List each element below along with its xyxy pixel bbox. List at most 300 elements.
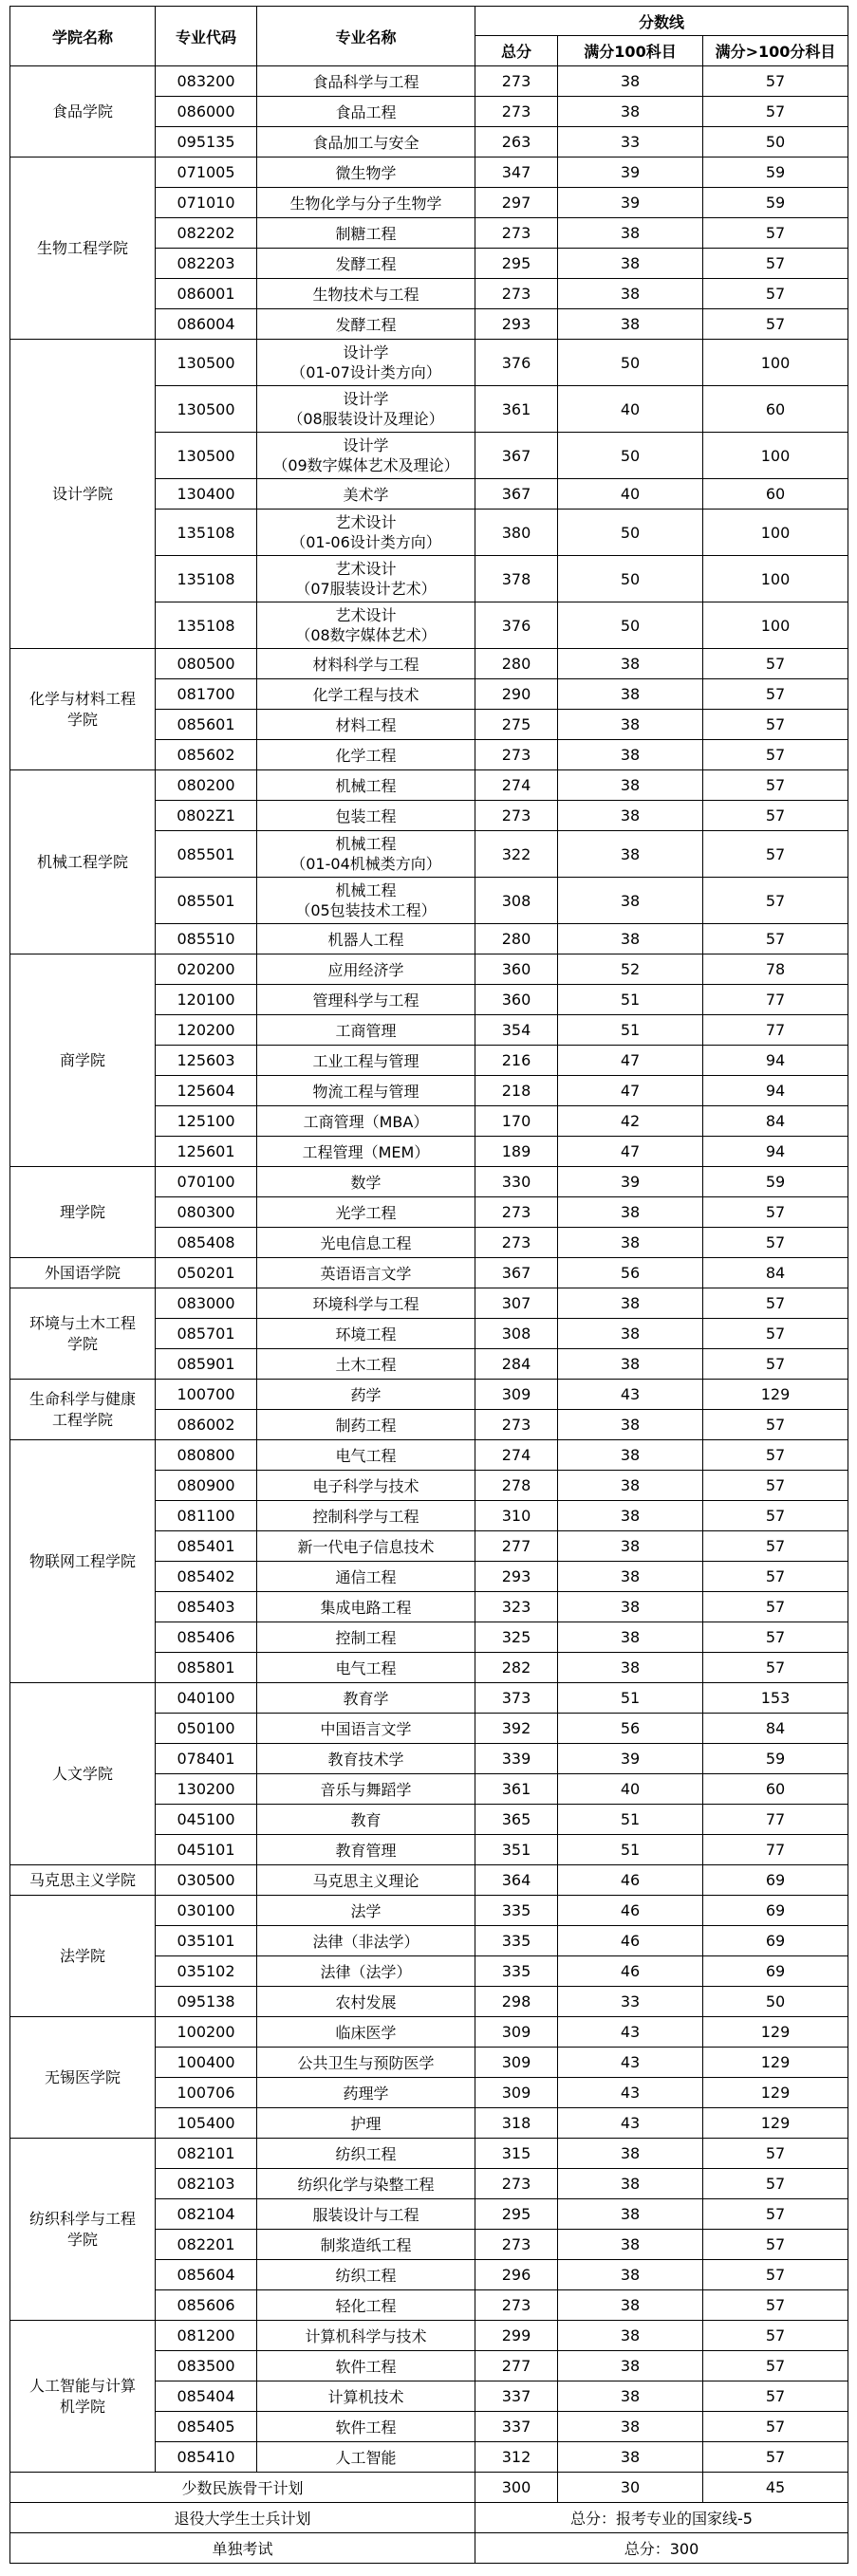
total-score-cell: 295 [475, 2199, 558, 2230]
over-100-score-cell: 84 [703, 1106, 848, 1137]
veteran-plan-note: 总分：报考专业的国家线-5 [475, 2503, 848, 2533]
over-100-score-cell: 100 [703, 510, 848, 556]
major-name-cell: 农村发展 [257, 1987, 475, 2017]
major-name-cell: 发酵工程 [257, 249, 475, 279]
over-100-score-cell: 57 [703, 1622, 848, 1653]
full-100-score-cell: 38 [558, 2412, 703, 2442]
full-100-score-cell: 38 [558, 2260, 703, 2290]
major-name-cell: 集成电路工程 [257, 1592, 475, 1622]
full-100-score-cell: 38 [558, 740, 703, 770]
total-score-cell: 309 [475, 2048, 558, 2078]
over-100-score-cell: 57 [703, 710, 848, 740]
major-code-cell: 120100 [156, 985, 257, 1015]
college-name-cell: 外国语学院 [10, 1258, 156, 1288]
full-100-score-cell: 38 [558, 97, 703, 127]
over-100-score-cell: 78 [703, 954, 848, 985]
minority-plan-over-100: 45 [703, 2473, 848, 2503]
over-100-score-cell: 57 [703, 878, 848, 924]
major-code-cell: 130500 [156, 340, 257, 386]
major-name-cell: 服装设计与工程 [257, 2199, 475, 2230]
total-score-cell: 367 [475, 479, 558, 510]
major-code-cell: 080300 [156, 1197, 257, 1228]
full-100-score-cell: 47 [558, 1046, 703, 1076]
over-100-score-cell: 57 [703, 1228, 848, 1258]
total-score-cell: 273 [475, 2230, 558, 2260]
total-score-cell: 274 [475, 770, 558, 801]
full-100-score-cell: 38 [558, 2230, 703, 2260]
full-100-score-cell: 38 [558, 2321, 703, 2351]
veteran-plan-label: 退役大学生士兵计划 [10, 2503, 475, 2533]
major-code-cell: 045101 [156, 1835, 257, 1865]
table-row [10, 954, 848, 985]
full-100-score-cell: 56 [558, 1258, 703, 1288]
major-code-cell: 085901 [156, 1349, 257, 1380]
major-code-cell: 135108 [156, 510, 257, 556]
full-100-score-cell: 38 [558, 679, 703, 710]
full-100-score-cell: 50 [558, 602, 703, 649]
full-100-score-cell: 38 [558, 770, 703, 801]
total-score-cell: 309 [475, 2078, 558, 2108]
over-100-score-cell: 129 [703, 2048, 848, 2078]
over-100-score-cell: 57 [703, 2321, 848, 2351]
total-score-cell: 367 [475, 1258, 558, 1288]
major-name-cell: 教育管理 [257, 1835, 475, 1865]
total-score-cell: 273 [475, 2290, 558, 2321]
major-name-cell: 法律（非法学） [257, 1926, 475, 1956]
total-score-cell: 282 [475, 1653, 558, 1683]
major-code-cell: 100700 [156, 1380, 257, 1410]
total-score-cell: 263 [475, 127, 558, 158]
major-code-cell: 085601 [156, 710, 257, 740]
major-name-cell: 中国语言文学 [257, 1714, 475, 1744]
major-name-cell: 美术学 [257, 479, 475, 510]
college-name-cell: 理学院 [10, 1167, 156, 1258]
table-row [10, 2017, 848, 2048]
major-name-cell: 制糖工程 [257, 218, 475, 249]
major-code-cell: 081200 [156, 2321, 257, 2351]
total-score-cell: 275 [475, 710, 558, 740]
major-name-cell: 机器人工程 [257, 924, 475, 954]
full-100-score-cell: 43 [558, 2108, 703, 2139]
major-name-cell: 材料科学与工程 [257, 649, 475, 679]
major-code-cell: 050100 [156, 1714, 257, 1744]
over-100-score-cell: 84 [703, 1258, 848, 1288]
total-score-cell: 318 [475, 2108, 558, 2139]
over-100-score-cell: 57 [703, 1410, 848, 1440]
over-100-score-cell: 77 [703, 1835, 848, 1865]
minority-plan-label: 少数民族骨干计划 [10, 2473, 475, 2503]
full-100-score-cell: 39 [558, 188, 703, 218]
full-100-score-cell: 51 [558, 985, 703, 1015]
major-code-cell: 085501 [156, 878, 257, 924]
over-100-score-cell: 57 [703, 279, 848, 309]
major-code-cell: 083500 [156, 2351, 257, 2381]
total-score-cell: 170 [475, 1106, 558, 1137]
college-name-cell: 机械工程学院 [10, 770, 156, 954]
major-code-cell: 130500 [156, 433, 257, 479]
total-score-cell: 273 [475, 97, 558, 127]
total-score-cell: 277 [475, 1531, 558, 1562]
major-code-cell: 045100 [156, 1805, 257, 1835]
college-name-cell: 设计学院 [10, 340, 156, 649]
major-code-cell: 085401 [156, 1531, 257, 1562]
total-score-cell: 373 [475, 1683, 558, 1714]
full-100-score-cell: 38 [558, 1349, 703, 1380]
full-100-score-cell: 38 [558, 1197, 703, 1228]
major-name-cell: 马克思主义理论 [257, 1865, 475, 1896]
table-row [10, 1288, 848, 1319]
over-100-score-cell: 57 [703, 1592, 848, 1622]
major-name-cell: 环境科学与工程 [257, 1288, 475, 1319]
major-name-cell: 微生物学 [257, 158, 475, 188]
over-100-score-cell: 57 [703, 740, 848, 770]
full-100-score-cell: 38 [558, 2169, 703, 2199]
table-row [10, 158, 848, 188]
total-score-cell: 335 [475, 1896, 558, 1926]
major-name-cell: 光学工程 [257, 1197, 475, 1228]
over-100-score-cell: 57 [703, 2260, 848, 2290]
total-score-cell: 273 [475, 279, 558, 309]
major-name-cell: 护理 [257, 2108, 475, 2139]
over-100-score-cell: 57 [703, 2442, 848, 2473]
total-score-cell: 273 [475, 1410, 558, 1440]
major-name-cell: 艺术设计 （01-06设计类方向） [257, 510, 475, 556]
major-name-cell: 公共卫生与预防医学 [257, 2048, 475, 2078]
total-score-cell: 367 [475, 433, 558, 479]
major-code-cell: 125604 [156, 1076, 257, 1106]
major-name-cell: 工商管理 [257, 1015, 475, 1046]
over-100-score-cell: 129 [703, 2078, 848, 2108]
over-100-score-cell: 57 [703, 649, 848, 679]
major-name-cell: 药理学 [257, 2078, 475, 2108]
full-100-score-cell: 46 [558, 1956, 703, 1987]
college-name-cell: 环境与土木工程 学院 [10, 1288, 156, 1380]
header-college: 学院名称 [10, 7, 156, 66]
header-major-name: 专业名称 [257, 7, 475, 66]
total-score-cell: 290 [475, 679, 558, 710]
full-100-score-cell: 38 [558, 66, 703, 97]
major-code-cell: 085402 [156, 1562, 257, 1592]
full-100-score-cell: 38 [558, 878, 703, 924]
total-score-cell: 273 [475, 218, 558, 249]
major-code-cell: 085510 [156, 924, 257, 954]
major-code-cell: 085606 [156, 2290, 257, 2321]
major-code-cell: 125601 [156, 1137, 257, 1167]
college-name-cell: 物联网工程学院 [10, 1440, 156, 1683]
major-name-cell: 数学 [257, 1167, 475, 1197]
over-100-score-cell: 57 [703, 1653, 848, 1683]
full-100-score-cell: 40 [558, 1774, 703, 1805]
over-100-score-cell: 94 [703, 1137, 848, 1167]
total-score-cell: 298 [475, 1987, 558, 2017]
major-name-cell: 设计学 （09数字媒体艺术及理论） [257, 433, 475, 479]
major-code-cell: 050201 [156, 1258, 257, 1288]
major-name-cell: 教育 [257, 1805, 475, 1835]
total-score-cell: 380 [475, 510, 558, 556]
total-score-cell: 361 [475, 1774, 558, 1805]
full-100-score-cell: 38 [558, 1228, 703, 1258]
full-100-score-cell: 46 [558, 1926, 703, 1956]
major-code-cell: 120200 [156, 1015, 257, 1046]
college-name-cell: 法学院 [10, 1896, 156, 2017]
full-100-score-cell: 52 [558, 954, 703, 985]
minority-plan-total: 300 [475, 2473, 558, 2503]
full-100-score-cell: 42 [558, 1106, 703, 1137]
header-score-line: 分数线 [475, 7, 848, 36]
full-100-score-cell: 40 [558, 479, 703, 510]
full-100-score-cell: 47 [558, 1137, 703, 1167]
major-name-cell: 临床医学 [257, 2017, 475, 2048]
college-name-cell: 生物工程学院 [10, 158, 156, 340]
total-score-cell: 296 [475, 2260, 558, 2290]
over-100-score-cell: 57 [703, 1531, 848, 1562]
major-name-cell: 包装工程 [257, 801, 475, 831]
major-code-cell: 130200 [156, 1774, 257, 1805]
major-code-cell: 135108 [156, 602, 257, 649]
college-name-cell: 马克思主义学院 [10, 1865, 156, 1896]
major-name-cell: 设计学 （01-07设计类方向） [257, 340, 475, 386]
over-100-score-cell: 94 [703, 1046, 848, 1076]
college-name-cell: 无锡医学院 [10, 2017, 156, 2139]
table-row [10, 1896, 848, 1926]
major-name-cell: 纺织化学与染整工程 [257, 2169, 475, 2199]
major-name-cell: 纺织工程 [257, 2260, 475, 2290]
full-100-score-cell: 51 [558, 1835, 703, 1865]
over-100-score-cell: 57 [703, 1501, 848, 1531]
over-100-score-cell: 94 [703, 1076, 848, 1106]
header-major-code: 专业代码 [156, 7, 257, 66]
major-name-cell: 艺术设计 （07服装设计艺术） [257, 556, 475, 602]
total-score-cell: 273 [475, 1197, 558, 1228]
over-100-score-cell: 59 [703, 1744, 848, 1774]
header-over-100: 满分>100分科目 [703, 36, 848, 66]
over-100-score-cell: 57 [703, 249, 848, 279]
major-code-cell: 080500 [156, 649, 257, 679]
major-name-cell: 机械工程 （01-04机械类方向） [257, 831, 475, 878]
major-code-cell: 081700 [156, 679, 257, 710]
over-100-score-cell: 57 [703, 2381, 848, 2412]
total-score-cell: 365 [475, 1805, 558, 1835]
full-100-score-cell: 50 [558, 556, 703, 602]
over-100-score-cell: 77 [703, 985, 848, 1015]
over-100-score-cell: 57 [703, 1562, 848, 1592]
over-100-score-cell: 153 [703, 1683, 848, 1714]
total-score-cell: 293 [475, 1562, 558, 1592]
major-name-cell: 纺织工程 [257, 2139, 475, 2169]
major-code-cell: 130400 [156, 479, 257, 510]
over-100-score-cell: 129 [703, 2017, 848, 2048]
major-name-cell: 英语语言文学 [257, 1258, 475, 1288]
major-code-cell: 086000 [156, 97, 257, 127]
major-code-cell: 086004 [156, 309, 257, 340]
major-name-cell: 材料工程 [257, 710, 475, 740]
total-score-cell: 360 [475, 985, 558, 1015]
total-score-cell: 308 [475, 1319, 558, 1349]
over-100-score-cell: 129 [703, 2108, 848, 2139]
major-name-cell: 控制工程 [257, 1622, 475, 1653]
full-100-score-cell: 38 [558, 2199, 703, 2230]
major-code-cell: 085410 [156, 2442, 257, 2473]
major-code-cell: 085406 [156, 1622, 257, 1653]
total-score-cell: 278 [475, 1471, 558, 1501]
major-code-cell: 0802Z1 [156, 801, 257, 831]
over-100-score-cell: 59 [703, 1167, 848, 1197]
major-name-cell: 通信工程 [257, 1562, 475, 1592]
major-code-cell: 080900 [156, 1471, 257, 1501]
over-100-score-cell: 57 [703, 1440, 848, 1471]
major-name-cell: 软件工程 [257, 2412, 475, 2442]
over-100-score-cell: 57 [703, 1349, 848, 1380]
over-100-score-cell: 57 [703, 1319, 848, 1349]
full-100-score-cell: 33 [558, 1987, 703, 2017]
major-code-cell: 071010 [156, 188, 257, 218]
major-name-cell: 教育技术学 [257, 1744, 475, 1774]
over-100-score-cell: 77 [703, 1015, 848, 1046]
full-100-score-cell: 38 [558, 1410, 703, 1440]
table-body [10, 66, 848, 2473]
table-row [10, 66, 848, 97]
total-score-cell: 312 [475, 2442, 558, 2473]
major-name-cell: 轻化工程 [257, 2290, 475, 2321]
total-score-cell: 273 [475, 2169, 558, 2199]
full-100-score-cell: 38 [558, 1622, 703, 1653]
college-name-cell: 商学院 [10, 954, 156, 1167]
full-100-score-cell: 38 [558, 1653, 703, 1683]
major-code-cell: 030100 [156, 1896, 257, 1926]
full-100-score-cell: 38 [558, 710, 703, 740]
total-score-cell: 351 [475, 1835, 558, 1865]
over-100-score-cell: 57 [703, 770, 848, 801]
major-name-cell: 软件工程 [257, 2351, 475, 2381]
over-100-score-cell: 100 [703, 556, 848, 602]
major-code-cell: 080200 [156, 770, 257, 801]
over-100-score-cell: 50 [703, 127, 848, 158]
major-code-cell: 082203 [156, 249, 257, 279]
major-code-cell: 125100 [156, 1106, 257, 1137]
table-row [10, 1380, 848, 1410]
full-100-score-cell: 38 [558, 1440, 703, 1471]
major-code-cell: 083000 [156, 1288, 257, 1319]
table-row [10, 1258, 848, 1288]
full-100-score-cell: 38 [558, 2290, 703, 2321]
major-code-cell: 085501 [156, 831, 257, 878]
major-code-cell: 085604 [156, 2260, 257, 2290]
over-100-score-cell: 69 [703, 1865, 848, 1896]
total-score-cell: 361 [475, 386, 558, 433]
full-100-score-cell: 38 [558, 1319, 703, 1349]
full-100-score-cell: 38 [558, 1592, 703, 1622]
major-name-cell: 制浆造纸工程 [257, 2230, 475, 2260]
major-code-cell: 085408 [156, 1228, 257, 1258]
over-100-score-cell: 59 [703, 158, 848, 188]
full-100-score-cell: 43 [558, 2078, 703, 2108]
single-exam-label: 单独考试 [10, 2533, 475, 2564]
table-row [10, 1683, 848, 1714]
major-name-cell: 人工智能 [257, 2442, 475, 2473]
major-code-cell: 035101 [156, 1926, 257, 1956]
full-100-score-cell: 33 [558, 127, 703, 158]
total-score-cell: 280 [475, 924, 558, 954]
major-name-cell: 电子科学与技术 [257, 1471, 475, 1501]
major-code-cell: 095135 [156, 127, 257, 158]
header-full-100: 满分100科目 [558, 36, 703, 66]
full-100-score-cell: 38 [558, 1531, 703, 1562]
full-100-score-cell: 51 [558, 1683, 703, 1714]
total-score-cell: 364 [475, 1865, 558, 1896]
full-100-score-cell: 50 [558, 340, 703, 386]
over-100-score-cell: 57 [703, 97, 848, 127]
full-100-score-cell: 38 [558, 1288, 703, 1319]
over-100-score-cell: 57 [703, 2230, 848, 2260]
full-100-score-cell: 38 [558, 831, 703, 878]
major-code-cell: 085701 [156, 1319, 257, 1349]
over-100-score-cell: 60 [703, 386, 848, 433]
over-100-score-cell: 69 [703, 1896, 848, 1926]
over-100-score-cell: 57 [703, 801, 848, 831]
full-100-score-cell: 47 [558, 1076, 703, 1106]
major-code-cell: 080800 [156, 1440, 257, 1471]
over-100-score-cell: 84 [703, 1714, 848, 1744]
total-score-cell: 335 [475, 1956, 558, 1987]
minority-plan-full-100: 30 [558, 2473, 703, 2503]
single-exam-note: 总分：300 [475, 2533, 848, 2564]
major-code-cell: 085602 [156, 740, 257, 770]
total-score-cell: 218 [475, 1076, 558, 1106]
major-name-cell: 应用经济学 [257, 954, 475, 985]
total-score-cell: 309 [475, 1380, 558, 1410]
major-code-cell: 082201 [156, 2230, 257, 2260]
major-name-cell: 工业工程与管理 [257, 1046, 475, 1076]
over-100-score-cell: 100 [703, 433, 848, 479]
over-100-score-cell: 77 [703, 1805, 848, 1835]
major-name-cell: 计算机技术 [257, 2381, 475, 2412]
major-name-cell: 光电信息工程 [257, 1228, 475, 1258]
full-100-score-cell: 43 [558, 2017, 703, 2048]
full-100-score-cell: 51 [558, 1015, 703, 1046]
major-code-cell: 035102 [156, 1956, 257, 1987]
full-100-score-cell: 38 [558, 649, 703, 679]
score-line-table [9, 6, 848, 2564]
total-score-cell: 376 [475, 602, 558, 649]
table-row [10, 340, 848, 386]
full-100-score-cell: 38 [558, 2442, 703, 2473]
over-100-score-cell: 57 [703, 1288, 848, 1319]
major-code-cell: 100400 [156, 2048, 257, 2078]
major-code-cell: 040100 [156, 1683, 257, 1714]
over-100-score-cell: 57 [703, 1471, 848, 1501]
table-row [10, 2321, 848, 2351]
full-100-score-cell: 56 [558, 1714, 703, 1744]
total-score-cell: 323 [475, 1592, 558, 1622]
major-code-cell: 082104 [156, 2199, 257, 2230]
major-code-cell: 105400 [156, 2108, 257, 2139]
major-name-cell: 艺术设计 （08数字媒体艺术） [257, 602, 475, 649]
major-name-cell: 新一代电子信息技术 [257, 1531, 475, 1562]
total-score-cell: 273 [475, 66, 558, 97]
major-code-cell: 020200 [156, 954, 257, 985]
full-100-score-cell: 39 [558, 1744, 703, 1774]
major-name-cell: 物流工程与管理 [257, 1076, 475, 1106]
full-100-score-cell: 51 [558, 1805, 703, 1835]
college-name-cell: 化学与材料工程 学院 [10, 649, 156, 770]
full-100-score-cell: 38 [558, 1562, 703, 1592]
major-code-cell: 086002 [156, 1410, 257, 1440]
total-score-cell: 337 [475, 2412, 558, 2442]
over-100-score-cell: 60 [703, 1774, 848, 1805]
major-name-cell: 环境工程 [257, 1319, 475, 1349]
total-score-cell: 339 [475, 1744, 558, 1774]
total-score-cell: 378 [475, 556, 558, 602]
